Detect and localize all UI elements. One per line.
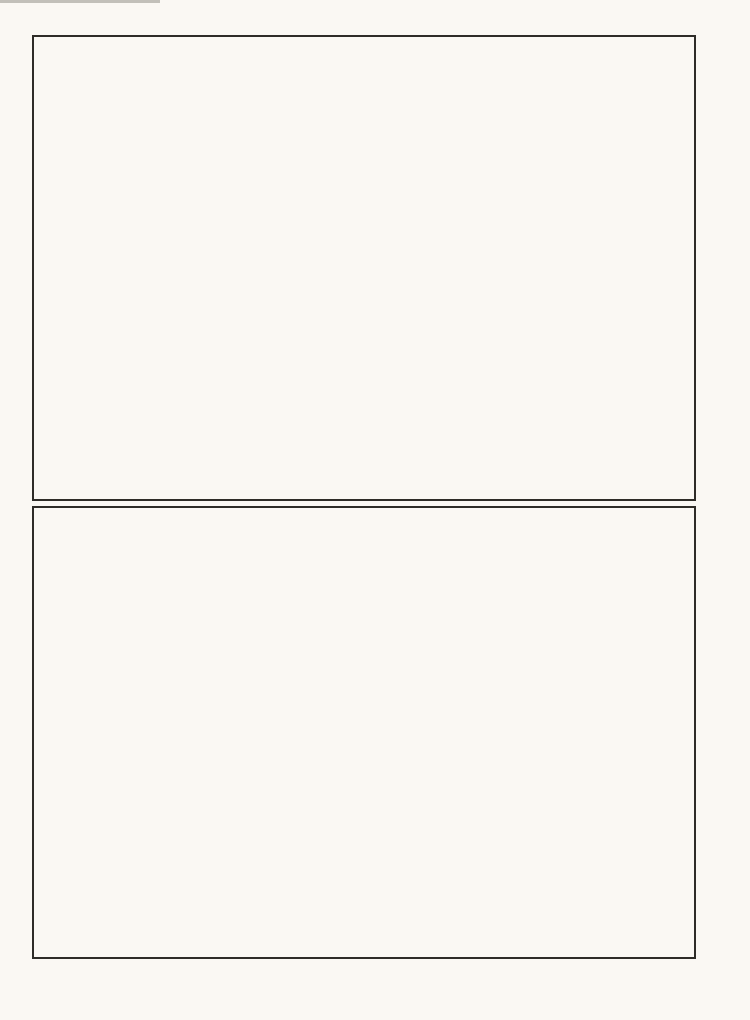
- roster-table-top: [32, 35, 696, 501]
- roster-table-bottom: [32, 506, 696, 959]
